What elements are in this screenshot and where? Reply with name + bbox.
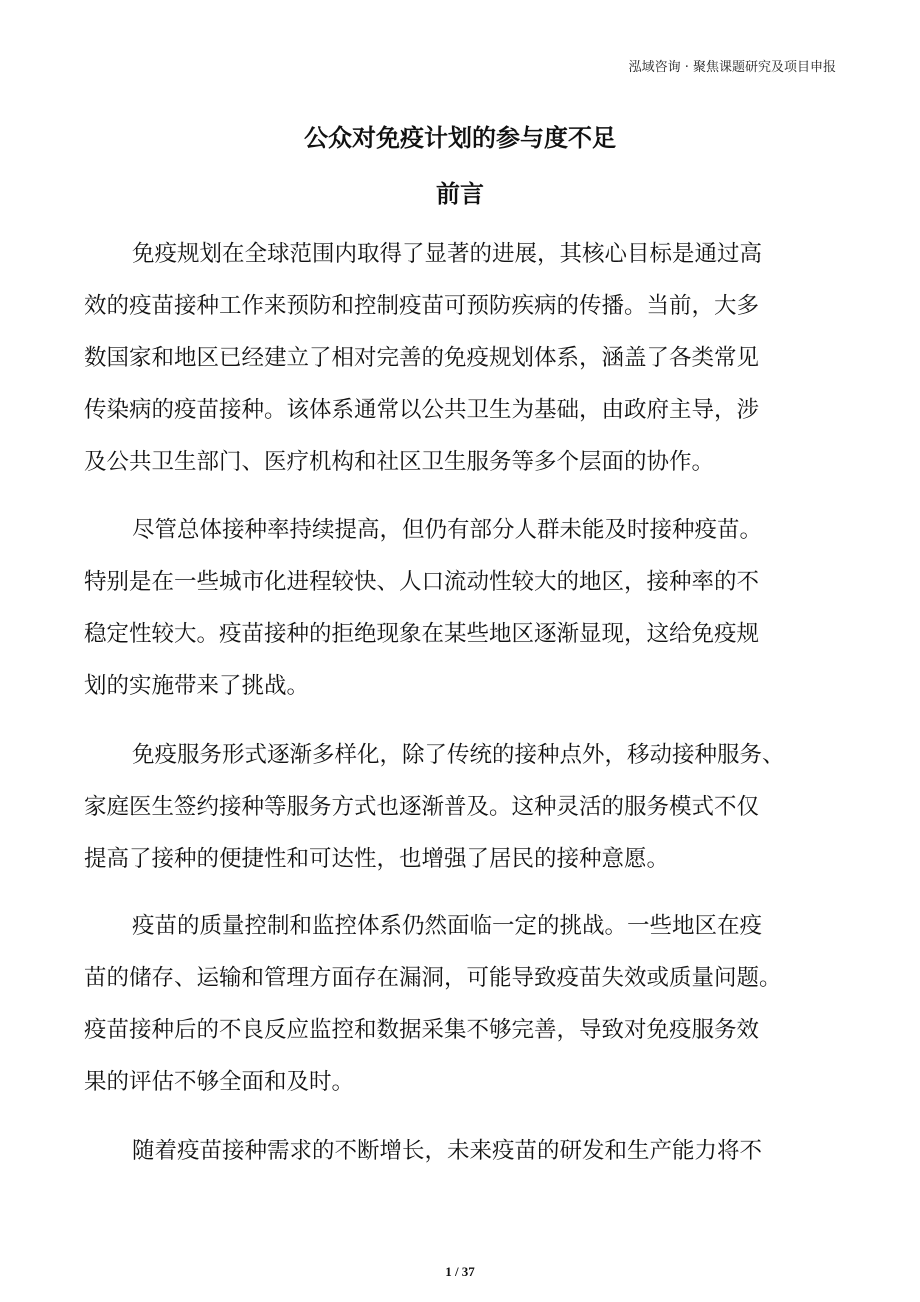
document-title: 公众对免疫计划的参与度不足 bbox=[304, 124, 616, 152]
paragraph-line: 特别是在一些城市化进程较快、人口流动性较大的地区，接种率的不 bbox=[84, 569, 760, 595]
paragraph-line: 及公共卫生部门、医疗机构和社区卫生服务等多个层面的协作。 bbox=[84, 449, 715, 475]
paragraph-line: 疫苗的质量控制和监控体系仍然面临一定的挑战。一些地区在疫 bbox=[132, 913, 763, 939]
paragraph-line: 苗的储存、运输和管理方面存在漏洞，可能导致疫苗失效或质量问题。 bbox=[84, 965, 782, 991]
paragraph-line: 免疫服务形式逐渐多样化，除了传统的接种点外，移动接种服务、 bbox=[132, 742, 785, 768]
paragraph-line: 随着疫苗接种需求的不断增长，未来疫苗的研发和生产能力将不 bbox=[132, 1138, 763, 1164]
paragraph-line: 免疫规划在全球范围内取得了显著的进展，其核心目标是通过高 bbox=[132, 241, 763, 267]
paragraph-line: 传染病的疫苗接种。该体系通常以公共卫生为基础，由政府主导，涉 bbox=[84, 397, 760, 423]
page-number: 1 / 37 bbox=[445, 1264, 475, 1279]
paragraph-line: 提高了接种的便捷性和可达性，也增强了居民的接种意愿。 bbox=[84, 846, 670, 872]
paragraph-line: 划的实施带来了挑战。 bbox=[84, 673, 310, 699]
paragraph-line: 数国家和地区已经建立了相对完善的免疫规划体系，涵盖了各类常见 bbox=[84, 345, 760, 371]
page-header: 泓域咨询 · 聚焦课题研究及项目申报 bbox=[628, 60, 836, 75]
paragraph-line: 家庭医生签约接种等服务方式也逐渐普及。这种灵活的服务模式不仅 bbox=[84, 794, 760, 820]
paragraph-line: 果的评估不够全面和及时。 bbox=[84, 1069, 355, 1095]
paragraph-line: 效的疫苗接种工作来预防和控制疫苗可预防疾病的传播。当前，大多 bbox=[84, 293, 760, 319]
paragraph-line: 稳定性较大。疫苗接种的拒绝现象在某些地区逐渐显现，这给免疫规 bbox=[84, 621, 760, 647]
paragraph-line: 疫苗接种后的不良反应监控和数据采集不够完善，导致对免疫服务效 bbox=[84, 1017, 760, 1043]
section-heading: 前言 bbox=[436, 180, 484, 208]
paragraph-line: 尽管总体接种率持续提高，但仍有部分人群未能及时接种疫苗。 bbox=[132, 517, 763, 543]
